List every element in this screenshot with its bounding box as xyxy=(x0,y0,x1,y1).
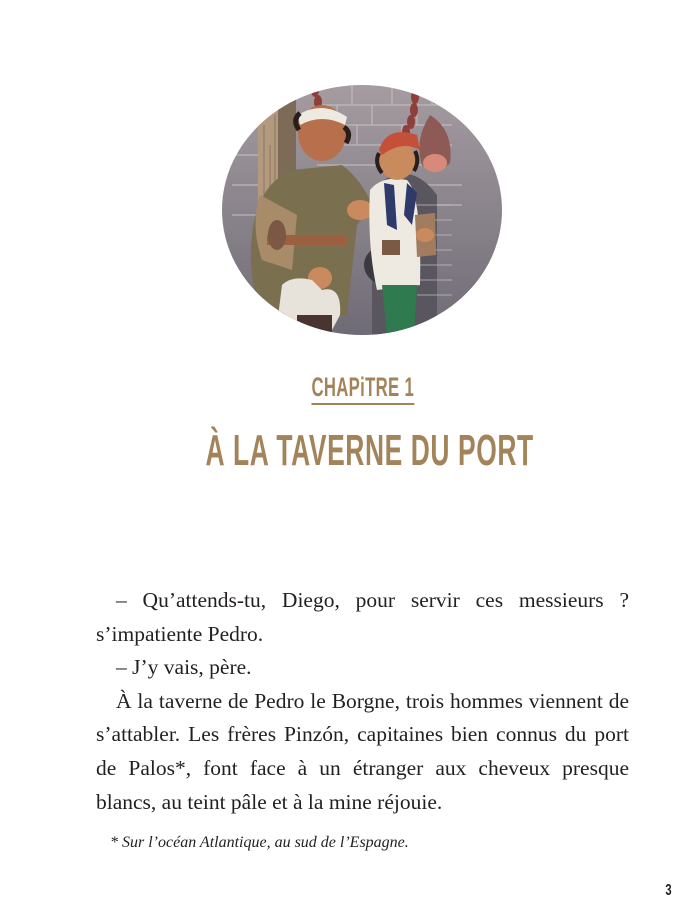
page-number: 3 xyxy=(665,882,672,899)
chapter-illustration xyxy=(222,85,502,335)
chapter-title: À LA TAVERNE DU PORT xyxy=(205,426,535,475)
chapter-title-heading xyxy=(0,426,700,476)
tavern-scene-image xyxy=(222,85,502,335)
dialogue-paragraph: – Qu’attends-tu, Diego, pour servir ces messieurs ? s’impatiente Pedro. xyxy=(96,588,629,646)
footnote: * Sur l’océan Atlantique, au sud de l’Espagne. xyxy=(110,834,409,851)
dialogue-paragraph: – J’y vais, père. xyxy=(116,655,252,680)
chapter-number: CHAPiTRE 1 xyxy=(312,372,415,405)
chapter-body xyxy=(96,584,629,819)
chapter-number-heading xyxy=(0,372,700,405)
narrative-paragraph: À la taverne de Pedro le Borgne, trois hommes viennent de s’attabler. Les frères Pinzón, capitaines bien connus du port de Palos*, font face à un étranger aux cheveux presque blancs, au teint pâle et à la mine réjouie. xyxy=(96,688,629,814)
